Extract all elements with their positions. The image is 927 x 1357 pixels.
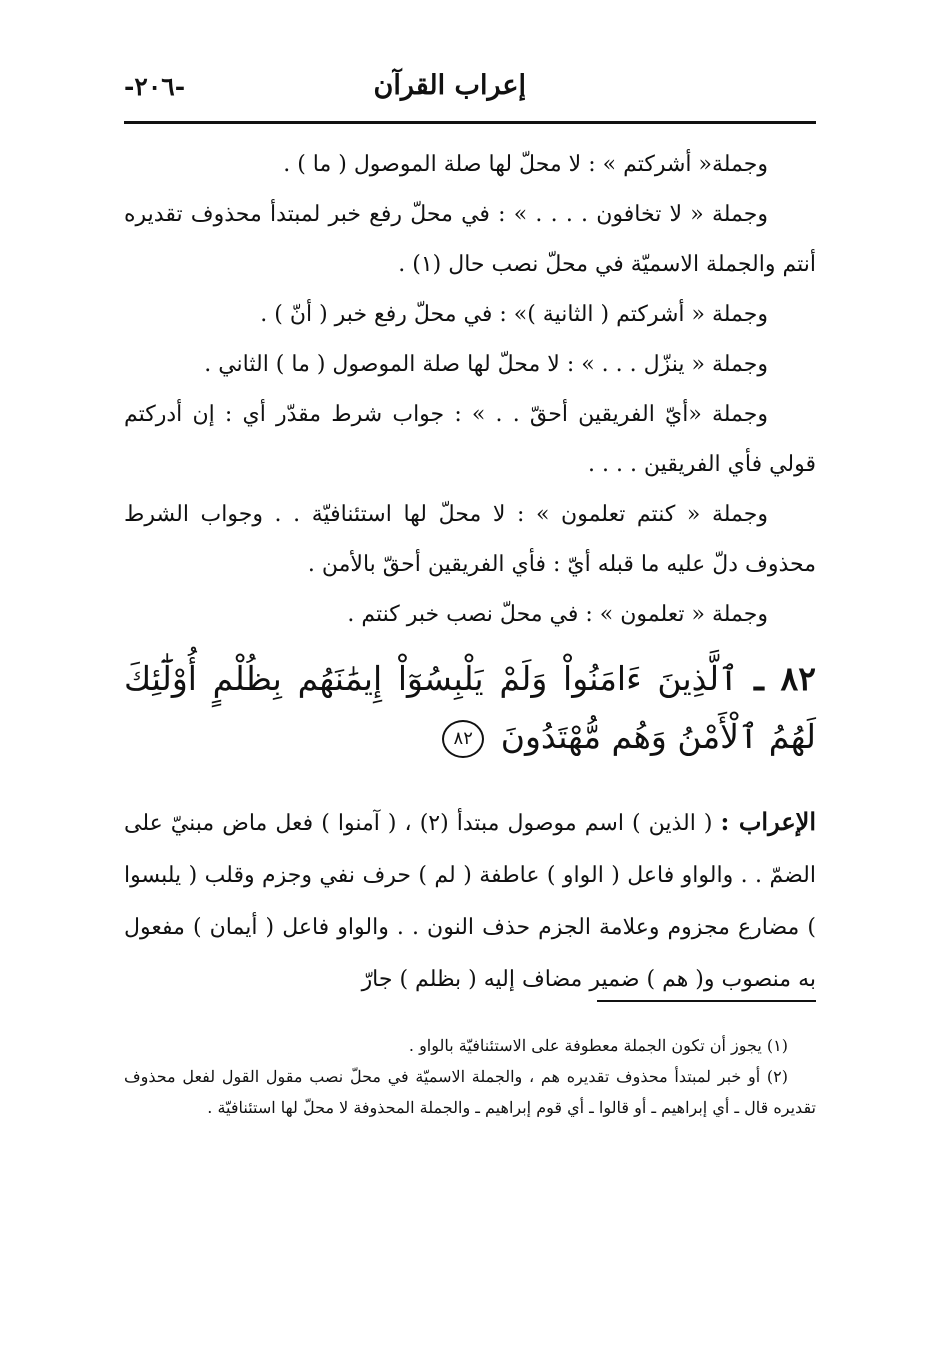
running-title: إعراب القرآن	[373, 70, 526, 101]
ayah-end-marker: ٨٢	[442, 720, 484, 758]
paragraph: وجملة « أشركتم ( الثانية )» : في محلّ رفع خبر ( أنّ ) .	[260, 302, 768, 327]
paragraph: وجملة « ينزّل . . . » : لا محلّ لها صلة الموصول ( ما ) الثاني .	[204, 352, 768, 377]
header-rule	[124, 121, 816, 124]
paragraph: وجملة« أشركتم » : لا محلّ لها صلة الموصول ( ما ) .	[283, 152, 768, 177]
irab-label: الإعراب :	[720, 807, 816, 836]
irab-section	[124, 796, 816, 1006]
paragraph: وجملة «أيّ الفريقين أحقّ . . » : جواب شرط مقدّر أي : إن أدركتم قولي فأي الفريقين . . . .	[124, 402, 816, 477]
paragraph: وجملة « تعلمون » : في محلّ نصب خبر كنتم .	[347, 602, 768, 627]
footnotes	[124, 1030, 816, 1123]
footnote-rule	[597, 1000, 816, 1002]
page-header	[124, 70, 816, 118]
quran-verse	[124, 650, 816, 766]
paragraph: وجملة « كنتم تعلمون » : لا محلّ لها استئنافيّة . . وجواب الشرط محذوف دلّ عليه ما قبله أيّ : فأي الفريقين أحقّ بالأمن .	[124, 502, 816, 577]
footnote: (٢) أو خبر لمبتدأ محذوف تقديره هم ، والجملة الاسميّة في محلّ نصب مقول القول لفعل محذوف تقديره قال ـ أي إبراهيم ـ أو قالوا ـ أي قوم إبراهيم ـ والجملة المحذوفة لا محلّ لها استئنافيّة .	[124, 1067, 816, 1117]
paragraph: وجملة « لا تخافون . . . . » : في محلّ رفع خبر لمبتدأ محذوف تقديره أنتم والجملة الاسميّة في محلّ نصب حال (١) .	[124, 202, 816, 277]
verse-number: ٨٢ ـ	[754, 659, 816, 698]
page-number: -٢٠٦-	[124, 72, 186, 101]
irab-text: ( الذين ) اسم موصول مبتدأ (٢) ، ( آمنوا ) فعل ماض مبنيّ على الضمّ . . والواو فاعل ( الواو ) عاطفة ( لم ) حرف نفي وجزم وقلب ( يلبسوا ) مضارع مجزوم وعلامة الجزم حذف النون . . والواو فاعل ( أيمان ) مفعول به منصوب و( هم ) ضمير مضاف إليه ( بظلم ) جارّ	[124, 811, 816, 992]
footnote: (١) يجوز أن تكون الجملة معطوفة على الاستئنافيّة بالواو .	[408, 1036, 788, 1055]
verse-text: ٱلَّذِينَ ءَامَنُواْ وَلَمْ يَلْبِسُوٓاْ إِيمَٰنَهُم بِظُلْمٍ أُوْلَٰٓئِكَ لَهُمُ ٱلْأَمْنُ وَهُم مُّهْتَدُونَ	[124, 659, 816, 756]
commentary-paragraphs	[124, 140, 816, 640]
